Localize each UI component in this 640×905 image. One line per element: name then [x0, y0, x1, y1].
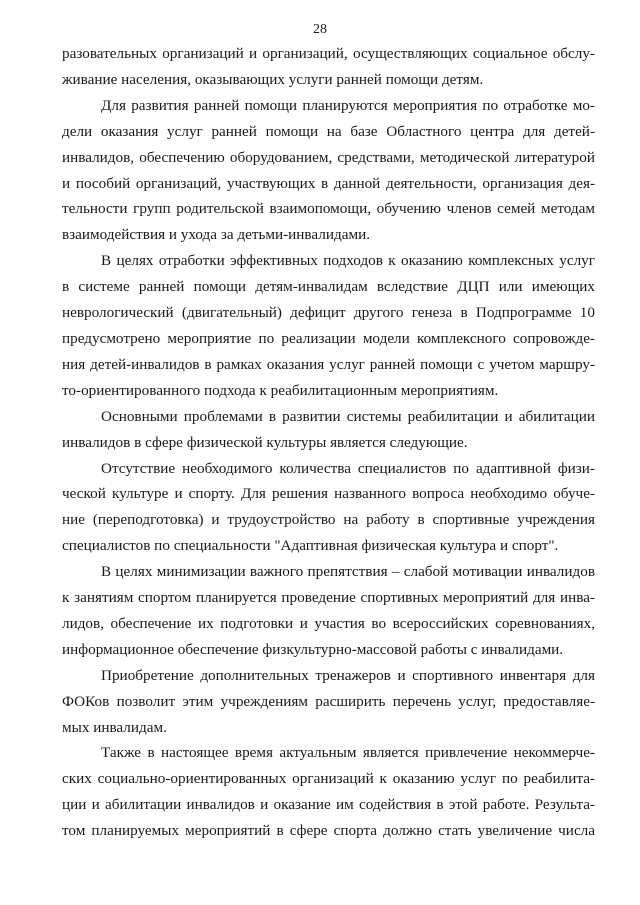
- page-number: 28: [313, 22, 327, 37]
- text-line: ФОКов позволит этим учреждениям расширить перечень услуг, предоставляе-: [62, 692, 595, 710]
- document-body: [62, 41, 595, 844]
- text-line: том планируемых мероприятий в сфере спорта должно стать увеличение числа: [62, 822, 595, 840]
- text-line: специалистов по специальности "Адаптивная физическая культура и спорт".: [62, 537, 559, 555]
- text-line: дели оказания услуг ранней помощи на базе Областного центра для детей-: [62, 122, 595, 140]
- text-line: мых инвалидам.: [62, 718, 167, 736]
- text-line: ческой культуре и спорту. Для решения названного вопроса необходимо обуче-: [62, 485, 595, 503]
- paragraph: [62, 740, 595, 844]
- text-line: ние (переподготовка) и трудоустройство на работу в спортивные учреждения: [62, 511, 595, 529]
- text-line: в системе ранней помощи детям-инвалидам вследствие ДЦП или имеющих: [62, 278, 595, 296]
- text-line: взаимодействия и ухода за детьми-инвалидами.: [62, 226, 370, 244]
- text-line: Для развития ранней помощи планируются мероприятия по отработке мо-: [101, 96, 595, 114]
- text-line: ции и абилитации инвалидов и оказание им содействия в этой работе. Результа-: [62, 796, 595, 814]
- paragraph: [62, 93, 595, 248]
- text-line: Также в настоящее время актуальным является привлечение некоммерче-: [101, 744, 595, 762]
- text-line: В целях минимизации важного препятствия – слабой мотивации инвалидов: [101, 563, 595, 581]
- text-line: предусмотрено мероприятие по реализации модели комплексного сопровожде-: [62, 329, 595, 347]
- text-line: Приобретение дополнительных тренажеров и спортивного инвентаря для: [101, 666, 595, 684]
- text-line: и пособий организаций, участвующих в данной деятельности, организация дея-: [62, 174, 595, 192]
- text-line: разовательных организаций и организаций, осуществляющих социальное обслу-: [62, 45, 595, 62]
- text-line: инвалидов в сфере физической культуры является следующие.: [62, 433, 468, 451]
- text-line: неврологический (двигательный) дефицит другого генеза в Подпрограмме 10: [62, 304, 595, 322]
- text-line: лидов, обеспечение их подготовки и участия во всероссийских соревнованиях,: [62, 614, 595, 632]
- paragraph: [62, 404, 595, 456]
- text-line: живание населения, оказывающих услуги ранней помощи детям.: [62, 70, 484, 88]
- text-line: к занятиям спортом планируется проведение спортивных мероприятий для инва-: [62, 589, 595, 607]
- text-line: Основными проблемами в развитии системы реабилитации и абилитации: [101, 407, 595, 425]
- paragraph: [62, 41, 595, 93]
- paragraph: [62, 663, 595, 741]
- paragraph: [62, 248, 595, 403]
- text-line: информационное обеспечение физкультурно-массовой работы с инвалидами.: [62, 640, 564, 658]
- text-line: Отсутствие необходимого количества специалистов по адаптивной физи-: [101, 459, 595, 477]
- text-line: тельности групп родительской взаимопомощи, обучению членов семей методам: [62, 200, 595, 218]
- paragraph: [62, 559, 595, 663]
- text-line: ния детей-инвалидов в рамках оказания услуг ранней помощи с учетом маршру-: [62, 355, 595, 373]
- text-line: то-ориентированного подхода к реабилитационным мероприятиям.: [62, 381, 499, 399]
- paragraph: [62, 456, 595, 560]
- text-line: инвалидов, обеспечению оборудованием, средствами, методической литературой: [62, 148, 595, 166]
- text-line: ских социально-ориентированных организаций к оказанию услуг по реабилита-: [62, 770, 595, 788]
- text-line: В целях отработки эффективных подходов к оказанию комплексных услуг: [101, 252, 595, 270]
